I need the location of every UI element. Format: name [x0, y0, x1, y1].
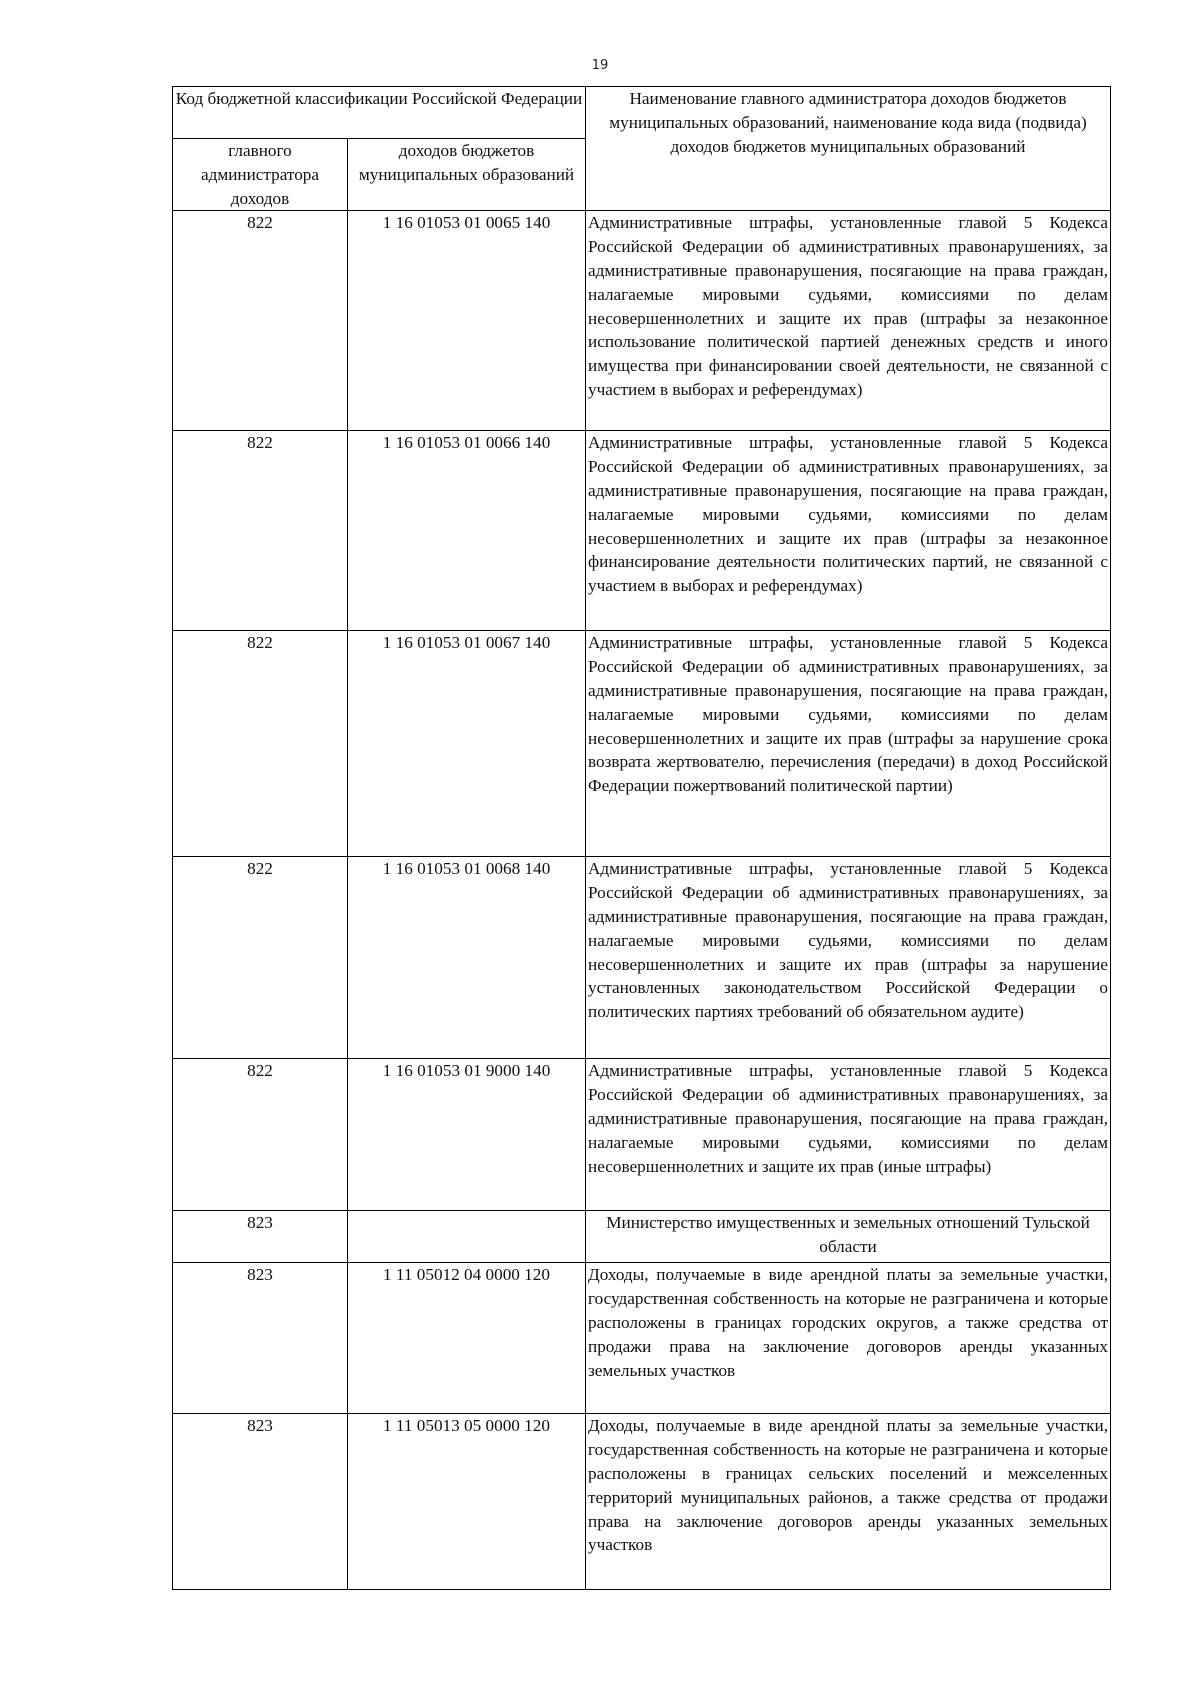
table-row	[173, 1211, 1111, 1263]
income-name-cell: Административные штрафы, установленные главой 5 Кодекса Российской Федерации об административных правонарушениях, за административные правонарушения, посягающие на права граждан, налагаемые мировыми судьями, комиссиями по делам несовершеннолетних и защите их прав (иные штрафы)	[586, 1059, 1111, 1211]
income-code-cell: 1 16 01053 01 0067 140	[348, 631, 586, 857]
income-code-cell: 1 16 01053 01 0068 140	[348, 857, 586, 1059]
income-name-cell: Административные штрафы, установленные главой 5 Кодекса Российской Федерации об административных правонарушениях, за административные правонарушения, посягающие на права граждан, налагаемые мировыми судьями, комиссиями по делам несовершеннолетних и защите их прав (штрафы за нарушение срока возврата жертвователю, перечисления (передачи) в доход Российской Федерации пожертвований политической партии)	[586, 631, 1111, 857]
admin-code-cell: 822	[173, 857, 348, 1059]
table-row	[173, 631, 1111, 857]
table-row	[173, 1263, 1111, 1414]
administrator-name-cell: Министерство имущественных и земельных отношений Тульской области	[586, 1211, 1111, 1263]
table-row	[173, 1414, 1111, 1590]
income-name-cell: Административные штрафы, установленные главой 5 Кодекса Российской Федерации об административных правонарушениях, за административные правонарушения, посягающие на права граждан, налагаемые мировыми судьями, комиссиями по делам несовершеннолетних и защите их прав (штрафы за нарушение установленных законодательством Российской Федерации о политических партиях требований об обязательном аудите)	[586, 857, 1111, 1059]
admin-code-cell: 823	[173, 1414, 348, 1590]
table-row	[173, 857, 1111, 1059]
table-row	[173, 211, 1111, 431]
admin-code-cell: 822	[173, 431, 348, 631]
admin-code-cell: 823	[173, 1211, 348, 1263]
header-admin-cell: главного администратора доходов	[173, 139, 348, 211]
page-number: 19	[591, 58, 609, 73]
header-group-cell: Код бюджетной классификации Российской Федерации	[173, 87, 586, 139]
income-name-cell: Административные штрафы, установленные главой 5 Кодекса Российской Федерации об административных правонарушениях, за административные правонарушения, посягающие на права граждан, налагаемые мировыми судьями, комиссиями по делам несовершеннолетних и защите их прав (штрафы за незаконное использование политической партией денежных средств и иного имущества при финансировании своей деятельности, не связанной с участием в выборах и референдумах)	[586, 211, 1111, 431]
income-code-cell: 1 11 05012 04 0000 120	[348, 1263, 586, 1414]
budget-classification-table	[172, 86, 1111, 1590]
admin-code-cell: 822	[173, 631, 348, 857]
table-row	[173, 1059, 1111, 1211]
header-income-cell: доходов бюджетов муниципальных образований	[348, 139, 586, 211]
admin-code-cell: 823	[173, 1263, 348, 1414]
income-code-cell: 1 16 01053 01 9000 140	[348, 1059, 586, 1211]
income-code-cell: 1 16 01053 01 0065 140	[348, 211, 586, 431]
income-code-cell: 1 11 05013 05 0000 120	[348, 1414, 586, 1590]
income-name-cell: Административные штрафы, установленные главой 5 Кодекса Российской Федерации об административных правонарушениях, за административные правонарушения, посягающие на права граждан, налагаемые мировыми судьями, комиссиями по делам несовершеннолетних и защите их прав (штрафы за незаконное финансирование деятельности политических партий, не связанной с участием в выборах и референдумах)	[586, 431, 1111, 631]
income-code-cell: 1 16 01053 01 0066 140	[348, 431, 586, 631]
table-row	[173, 431, 1111, 631]
income-name-cell: Доходы, получаемые в виде арендной платы за земельные участки, государственная собственность на которые не разграничена и которые расположены в границах городских округов, а также средства от продажи права на заключение договоров аренды указанных земельных участков	[586, 1263, 1111, 1414]
income-name-cell: Доходы, получаемые в виде арендной платы за земельные участки, государственная собственность на которые не разграничена и которые расположены в границах сельских поселений и межселенных территорий муниципальных районов, а также средства от продажи права на заключение договоров аренды указанных земельных участков	[586, 1414, 1111, 1590]
header-name-cell: Наименование главного администратора доходов бюджетов муниципальных образований, наименование кода вида (подвида) доходов бюджетов муниципальных образований	[586, 87, 1111, 211]
admin-code-cell: 822	[173, 1059, 348, 1211]
income-code-cell	[348, 1211, 586, 1263]
admin-code-cell: 822	[173, 211, 348, 431]
